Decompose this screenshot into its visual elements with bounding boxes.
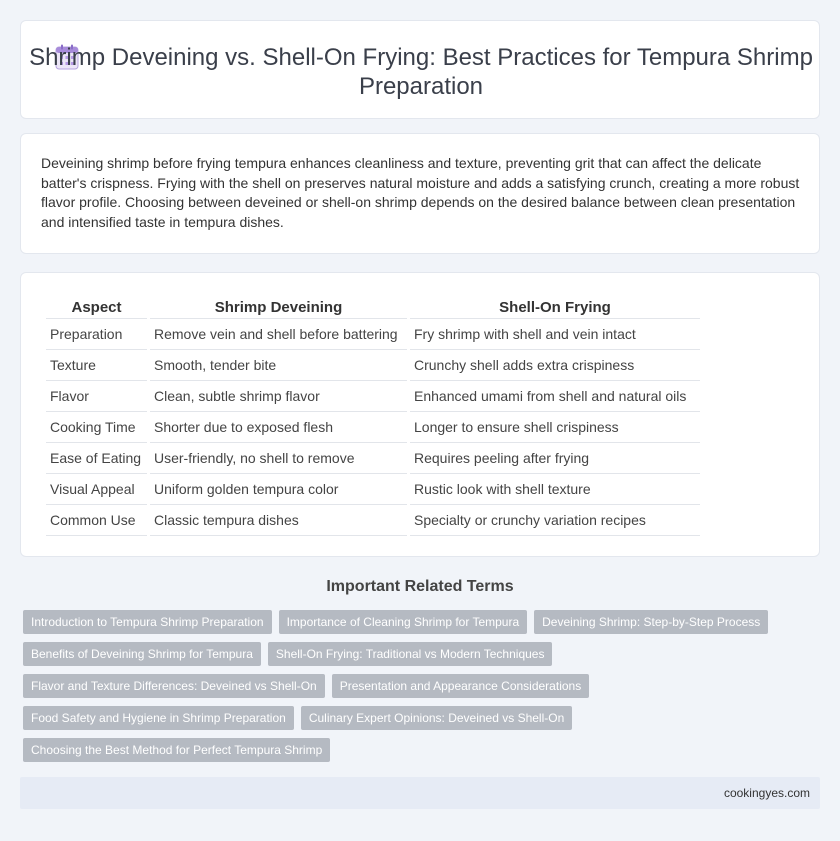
related-term-tag[interactable]: Flavor and Texture Differences: Deveined vs Shell-On — [23, 674, 325, 698]
table-row — [46, 319, 700, 350]
table-cell: Uniform golden tempura color — [150, 474, 407, 505]
table-cell: Visual Appeal — [46, 474, 147, 505]
table-cell: Flavor — [46, 381, 147, 412]
table-row — [46, 505, 700, 536]
tag-row — [23, 738, 813, 762]
table-row — [46, 474, 700, 505]
related-term-tag[interactable]: Food Safety and Hygiene in Shrimp Preparation — [23, 706, 294, 730]
related-terms-list — [23, 610, 813, 770]
tag-row — [23, 642, 813, 666]
related-term-tag[interactable]: Shell-On Frying: Traditional vs Modern Techniques — [268, 642, 553, 666]
header-shrimp-deveining: Shrimp Deveining — [150, 291, 407, 319]
table-cell: Classic tempura dishes — [150, 505, 407, 536]
table-cell: Longer to ensure shell crispiness — [410, 412, 700, 443]
table-row — [46, 443, 700, 474]
table-cell: Common Use — [46, 505, 147, 536]
summary-text: Deveining shrimp before frying tempura enhances cleanliness and texture, preventing grit that can affect the delicate batter's crispness. Frying with the shell on preserves natural moisture and adds a satisfying crunch, creating a more robust flavor profile. Choosing between deveined or shell-on shrimp depends on the desired balance between clean presentation and intensified taste in tempura dishes. — [41, 155, 800, 230]
tag-row — [23, 706, 813, 730]
comparison-table — [43, 291, 703, 536]
tag-row — [23, 674, 813, 698]
table-cell: Shorter due to exposed flesh — [150, 412, 407, 443]
footer — [20, 777, 820, 809]
table-row — [46, 412, 700, 443]
related-term-tag[interactable]: Benefits of Deveining Shrimp for Tempura — [23, 642, 261, 666]
header-card — [20, 20, 820, 119]
table-cell: Requires peeling after frying — [410, 443, 700, 474]
page-title: Shrimp Deveining vs. Shell-On Frying: Best Practices for Tempura Shrimp Preparation — [29, 44, 813, 100]
table-cell: User-friendly, no shell to remove — [150, 443, 407, 474]
table-cell: Fry shrimp with shell and vein intact — [410, 319, 700, 350]
table-row — [46, 381, 700, 412]
footer-site-link[interactable]: cookingyes.com — [723, 786, 810, 800]
related-terms-title: Important Related Terms — [326, 578, 514, 595]
table-cell: Preparation — [46, 319, 147, 350]
table-cell: Remove vein and shell before battering — [150, 319, 407, 350]
table-cell: Specialty or crunchy variation recipes — [410, 505, 700, 536]
table-row — [46, 350, 700, 381]
header-aspect: Aspect — [46, 291, 147, 319]
table-cell: Texture — [46, 350, 147, 381]
related-term-tag[interactable]: Deveining Shrimp: Step-by-Step Process — [534, 610, 768, 634]
tag-row — [23, 610, 813, 634]
comparison-table-card — [20, 272, 820, 557]
related-term-tag[interactable]: Presentation and Appearance Considerations — [332, 674, 590, 698]
related-term-tag[interactable]: Importance of Cleaning Shrimp for Tempura — [279, 610, 528, 634]
table-header-row — [46, 291, 700, 319]
table-cell: Ease of Eating — [46, 443, 147, 474]
summary-card — [20, 133, 820, 254]
table-cell: Cooking Time — [46, 412, 147, 443]
related-term-tag[interactable]: Choosing the Best Method for Perfect Tempura Shrimp — [23, 738, 330, 762]
related-term-tag[interactable]: Introduction to Tempura Shrimp Preparation — [23, 610, 272, 634]
table-cell: Crunchy shell adds extra crispiness — [410, 350, 700, 381]
table-cell: Smooth, tender bite — [150, 350, 407, 381]
table-cell: Clean, subtle shrimp flavor — [150, 381, 407, 412]
table-cell: Rustic look with shell texture — [410, 474, 700, 505]
table-cell: Enhanced umami from shell and natural oils — [410, 381, 700, 412]
related-term-tag[interactable]: Culinary Expert Opinions: Deveined vs Shell-On — [301, 706, 572, 730]
header-shell-on-frying: Shell-On Frying — [410, 291, 700, 319]
